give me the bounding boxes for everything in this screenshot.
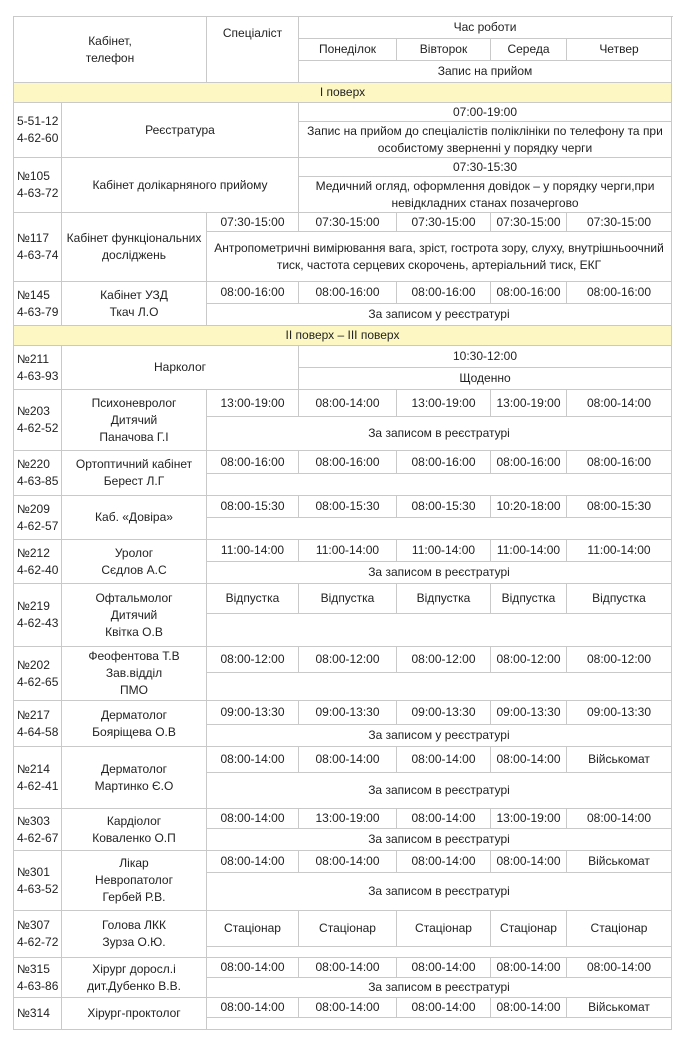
room-line: №220 — [17, 457, 50, 471]
specialist-cell — [62, 213, 207, 282]
room-line: 4-62-43 — [17, 616, 59, 630]
note-cell: За записом в реєстратурі — [207, 773, 672, 809]
schedule-row — [14, 213, 672, 232]
day-hours-cell: 07:30-15:00 — [397, 213, 491, 232]
note-cell: За записом в реєстратурі — [207, 829, 672, 851]
note-cell: За записом у реєстратурі — [207, 725, 672, 747]
specialist-cell — [62, 809, 207, 851]
day-hours-cell: 11:00-14:00 — [491, 540, 567, 562]
specialist-line: Дерматолог — [100, 761, 168, 776]
day-hours-cell: 08:00-16:00 — [491, 282, 567, 304]
room-line: 4-62-67 — [17, 830, 59, 845]
day-hours-cell: 07:30-15:00 — [567, 213, 672, 232]
day-hours-cell: 08:00-14:00 — [207, 851, 299, 873]
day-hours-cell: 09:00-13:30 — [207, 701, 299, 725]
day-hours-cell: 10:20-18:00 — [491, 496, 567, 518]
schedule-row — [14, 103, 672, 122]
schedule-row — [14, 747, 672, 773]
hours-cell: 07:30-15:30 — [299, 158, 672, 177]
note-cell: За записом в реєстратурі — [207, 417, 672, 451]
specialist-line: Дитячий — [110, 412, 158, 427]
room-line: 4-62-60 — [17, 131, 59, 145]
room-cell — [14, 103, 62, 158]
day-hours-cell: 08:00-16:00 — [207, 282, 299, 304]
day-hours-cell: 08:00-16:00 — [491, 451, 567, 474]
note-cell: За записом в реєстратурі — [207, 873, 672, 911]
schedule-row — [14, 701, 672, 725]
room-line: №105 — [17, 169, 50, 183]
room-cell — [14, 809, 62, 851]
note-cell: За записом у реєстратурі — [207, 304, 672, 326]
room-line: 4-63-85 — [17, 474, 59, 488]
day-hours-cell: 07:30-15:00 — [207, 213, 299, 232]
specialist-cell — [62, 701, 207, 747]
day-hours-cell: 08:00-14:00 — [299, 851, 397, 873]
day-hours-cell: 08:00-14:00 — [207, 809, 299, 829]
room-cell — [14, 282, 62, 326]
room-line: №315 — [17, 961, 50, 976]
day-hours-cell: 08:00-14:00 — [397, 998, 491, 1018]
day-hours-cell: 08:00-16:00 — [567, 282, 672, 304]
day-hours-cell: Стаціонар — [567, 911, 672, 947]
hours-cell: 07:00-19:00 — [299, 103, 672, 122]
specialist-line: Кардіолог — [106, 813, 162, 828]
day-hours-cell: 08:00-14:00 — [207, 958, 299, 978]
day-hours-cell: 08:00-14:00 — [299, 958, 397, 978]
room-line: 4-63-86 — [17, 978, 59, 993]
floor-label: І поверх — [14, 83, 672, 103]
specialist-line: Психоневролог — [91, 395, 177, 410]
day-hours-cell: 08:00-14:00 — [299, 998, 397, 1018]
room-line: №219 — [17, 599, 50, 613]
room-line: №314 — [17, 1006, 50, 1020]
day-hours-cell: 08:00-14:00 — [491, 747, 567, 773]
room-line: №211 — [17, 351, 50, 366]
header-cabinet-line: телефон — [85, 50, 135, 65]
specialist-line: Реєстратура — [145, 122, 215, 137]
schedule-row — [14, 647, 672, 673]
room-line: №209 — [17, 501, 50, 516]
schedule-row — [14, 390, 672, 417]
day-hours-cell: 08:00-16:00 — [397, 282, 491, 304]
specialist-line: Хірург-проктолог — [87, 1006, 181, 1020]
specialist-line: Нарколог — [154, 360, 206, 374]
schedule-row — [14, 911, 672, 947]
room-cell — [14, 213, 62, 282]
day-hours-cell: Відпустка — [397, 584, 491, 614]
hours-cell: 10:30-12:00 — [299, 346, 672, 368]
schedule-table — [13, 16, 672, 1030]
day-hours-cell: 09:00-13:30 — [397, 701, 491, 725]
note-cell: Щоденно — [299, 368, 672, 390]
specialist-line: Бояріщева О.В — [92, 724, 176, 739]
day-hours-cell: 13:00-19:00 — [491, 809, 567, 829]
room-line: 4-64-58 — [17, 724, 59, 739]
specialist-cell — [62, 584, 207, 647]
day-hours-cell: 08:00-14:00 — [397, 958, 491, 978]
note-cell: За записом в реєстратурі — [207, 562, 672, 584]
room-line: 4-62-65 — [17, 674, 59, 689]
day-hours-cell: 08:00-14:00 — [299, 390, 397, 417]
day-hours-cell: Стаціонар — [491, 911, 567, 947]
room-line: 4-62-52 — [17, 421, 59, 435]
day-hours-cell: 07:30-15:00 — [299, 213, 397, 232]
specialist-cell — [62, 346, 299, 390]
specialist-line: Кабінет УЗД — [100, 287, 168, 302]
day-hours-cell: 08:00-15:30 — [397, 496, 491, 518]
day-hours-cell: Стаціонар — [299, 911, 397, 947]
schedule-row — [14, 584, 672, 614]
specialist-line: Зав.відділ — [105, 666, 163, 680]
specialist-cell — [62, 282, 207, 326]
room-line: №217 — [17, 707, 50, 722]
room-line: №303 — [17, 813, 50, 828]
day-hours-cell: 11:00-14:00 — [567, 540, 672, 562]
schedule-row — [14, 158, 672, 177]
day-hours-cell: 13:00-19:00 — [491, 390, 567, 417]
room-line: №202 — [17, 657, 50, 672]
specialist-line: Хірург доросл.і дит.Дубенко В.В. — [87, 961, 181, 993]
schedule-row — [14, 540, 672, 562]
schedule-row — [14, 851, 672, 873]
specialist-line: Невропатолог — [95, 873, 173, 887]
schedule-row — [14, 998, 672, 1018]
specialist-cell — [62, 451, 207, 496]
header-day: Середа — [491, 39, 567, 61]
day-hours-cell: 08:00-12:00 — [299, 647, 397, 673]
schedule-row — [14, 346, 672, 368]
room-cell — [14, 346, 62, 390]
specialist-line: Сєдлов А.С — [101, 562, 167, 577]
room-cell — [14, 158, 62, 213]
specialist-line: Гербей Р.В. — [102, 890, 166, 904]
floor-row — [14, 326, 672, 346]
day-hours-cell: Відпустка — [567, 584, 672, 614]
day-hours-cell: 09:00-13:30 — [567, 701, 672, 725]
specialist-cell — [62, 540, 207, 584]
day-hours-cell: 08:00-16:00 — [299, 282, 397, 304]
specialist-line: Дитячий — [110, 607, 158, 622]
room-line: №214 — [17, 761, 50, 776]
specialist-line: Квітка О.В — [105, 624, 163, 639]
day-hours-cell: 13:00-19:00 — [397, 390, 491, 417]
specialist-line: Коваленко О.П — [92, 830, 176, 845]
room-cell — [14, 496, 62, 540]
room-line: 4-63-74 — [17, 248, 59, 262]
schedule-row — [14, 496, 672, 518]
day-hours-cell: Відпустка — [207, 584, 299, 614]
specialist-cell — [62, 647, 207, 701]
room-line: 4-63-93 — [17, 368, 59, 383]
specialist-line: Берест Л.Г — [103, 474, 165, 488]
day-hours-cell: 08:00-12:00 — [207, 647, 299, 673]
day-hours-cell: Стаціонар — [397, 911, 491, 947]
room-cell — [14, 451, 62, 496]
day-hours-cell: Відпустка — [299, 584, 397, 614]
schedule-row — [14, 809, 672, 829]
day-hours-cell: 08:00-12:00 — [567, 647, 672, 673]
specialist-line: Ткач Л.О — [109, 304, 159, 319]
day-hours-cell: 08:00-12:00 — [491, 647, 567, 673]
specialist-line: Феофентова Т.В — [88, 649, 180, 663]
room-cell — [14, 851, 62, 911]
floor-label: ІІ поверх – ІІІ поверх — [14, 326, 672, 346]
day-hours-cell: 08:00-16:00 — [397, 451, 491, 474]
room-line: 4-62-57 — [17, 518, 59, 533]
header-day: Понеділок — [299, 39, 397, 61]
day-hours-cell: 08:00-14:00 — [491, 958, 567, 978]
day-hours-cell: 08:00-14:00 — [207, 998, 299, 1018]
note-cell — [207, 518, 672, 540]
room-line: 5-51-12 — [17, 114, 59, 128]
day-hours-cell: 08:00-15:30 — [207, 496, 299, 518]
day-hours-cell: 07:30-15:00 — [491, 213, 567, 232]
header-day: Вівторок — [397, 39, 491, 61]
day-hours-cell: 08:00-15:30 — [299, 496, 397, 518]
day-hours-cell: 08:00-14:00 — [491, 998, 567, 1018]
note-cell: Антропометричні вимірювання вага, зріст, гострота зору, слуху, внутрішньоочний тиск, частота серцевих скорочень, артеріальний тиск, ЕКГ — [207, 232, 672, 282]
day-hours-cell: 09:00-13:30 — [299, 701, 397, 725]
day-hours-cell: 08:00-16:00 — [207, 451, 299, 474]
note-cell — [207, 1018, 672, 1030]
specialist-cell — [62, 103, 299, 158]
specialist-line: Мартинко Є.О — [94, 778, 174, 793]
specialist-line: Зурза О.Ю. — [102, 935, 166, 949]
specialist-cell — [62, 496, 207, 540]
header-row — [14, 17, 672, 39]
day-hours-cell: 08:00-14:00 — [299, 747, 397, 773]
note-cell — [207, 947, 672, 958]
room-cell — [14, 747, 62, 809]
room-cell — [14, 647, 62, 701]
room-cell — [14, 911, 62, 958]
note-cell — [207, 474, 672, 496]
specialist-cell — [62, 747, 207, 809]
room-line: №203 — [17, 404, 50, 418]
room-line: №117 — [17, 231, 50, 245]
note-cell: За записом в реєстратурі — [207, 978, 672, 998]
specialist-cell — [62, 158, 299, 213]
specialist-line: Уролог — [114, 545, 154, 560]
day-hours-cell: Відпустка — [491, 584, 567, 614]
specialist-cell — [62, 390, 207, 451]
day-hours-cell: Військомат — [567, 851, 672, 873]
day-hours-cell: 08:00-12:00 — [397, 647, 491, 673]
specialist-line: Каб. «Довіра» — [95, 510, 173, 524]
schedule-row — [14, 451, 672, 474]
specialist-line: Лікар — [119, 856, 149, 870]
specialist-line: ПМО — [120, 683, 148, 697]
day-hours-cell: 08:00-14:00 — [207, 747, 299, 773]
specialist-line: Голова ЛКК — [101, 918, 167, 932]
specialist-cell — [62, 911, 207, 958]
day-hours-cell: Військомат — [567, 998, 672, 1018]
day-hours-cell: 08:00-14:00 — [567, 809, 672, 829]
room-cell — [14, 958, 62, 998]
room-line: 4-63-72 — [17, 186, 59, 200]
note-cell: Запис на прийом до спеціалістів поліклініки по телефону та при особистому зверненні у порядку черги — [299, 122, 672, 158]
day-hours-cell: 11:00-14:00 — [207, 540, 299, 562]
room-cell — [14, 584, 62, 647]
room-line: 4-62-40 — [17, 562, 59, 577]
room-line: №307 — [17, 918, 50, 932]
day-hours-cell: 08:00-16:00 — [567, 451, 672, 474]
room-line: №145 — [17, 287, 50, 302]
day-hours-cell: Стаціонар — [207, 911, 299, 947]
day-hours-cell: Військомат — [567, 747, 672, 773]
schedule-container — [13, 16, 671, 1030]
room-cell — [14, 998, 62, 1030]
day-hours-cell: 08:00-14:00 — [397, 747, 491, 773]
floor-row — [14, 83, 672, 103]
day-hours-cell: 13:00-19:00 — [207, 390, 299, 417]
specialist-cell — [62, 998, 207, 1030]
header-cabinet — [14, 17, 207, 83]
room-cell — [14, 390, 62, 451]
room-line: 4-62-41 — [17, 778, 59, 793]
specialist-cell — [62, 958, 207, 998]
room-cell — [14, 540, 62, 584]
specialist-line: Офтальмолог — [95, 590, 173, 605]
note-cell — [207, 614, 672, 647]
day-hours-cell: 11:00-14:00 — [397, 540, 491, 562]
room-line: 4-63-52 — [17, 881, 59, 896]
header-day: Четвер — [567, 39, 672, 61]
room-cell — [14, 701, 62, 747]
day-hours-cell: 08:00-14:00 — [397, 809, 491, 829]
day-hours-cell: 11:00-14:00 — [299, 540, 397, 562]
schedule-row — [14, 958, 672, 978]
day-hours-cell: 08:00-14:00 — [491, 851, 567, 873]
specialist-line: Дерматолог — [100, 707, 168, 722]
specialist-line: Кабінет функціональних досліджень — [66, 231, 202, 262]
day-hours-cell: 08:00-14:00 — [567, 958, 672, 978]
specialist-cell — [62, 851, 207, 911]
note-cell: Медичний огляд, оформлення довідок – у порядку черги,при невідкладних станах позачергово — [299, 177, 672, 213]
room-line: №212 — [17, 545, 50, 560]
specialist-line: Кабінет долікарняного прийому — [92, 177, 268, 192]
room-line: №301 — [17, 864, 50, 879]
day-hours-cell: 08:00-14:00 — [567, 390, 672, 417]
day-hours-cell: 09:00-13:30 — [491, 701, 567, 725]
room-line: 4-63-79 — [17, 304, 59, 319]
day-hours-cell: 08:00-16:00 — [299, 451, 397, 474]
header-cabinet-line: Кабінет, — [88, 33, 132, 48]
schedule-row — [14, 282, 672, 304]
header-hours: Час роботи — [299, 17, 672, 39]
day-hours-cell: 08:00-15:30 — [567, 496, 672, 518]
day-hours-cell: 08:00-14:00 — [397, 851, 491, 873]
note-cell — [207, 673, 672, 701]
header-specialist: Спеціаліст — [207, 17, 299, 83]
day-hours-cell: 13:00-19:00 — [299, 809, 397, 829]
header-appointment: Запис на прийом — [299, 61, 672, 83]
specialist-line: Паначова Г.І — [99, 429, 169, 444]
specialist-line: Ортоптичний кабінет — [75, 457, 193, 471]
room-line: 4-62-72 — [17, 935, 59, 949]
